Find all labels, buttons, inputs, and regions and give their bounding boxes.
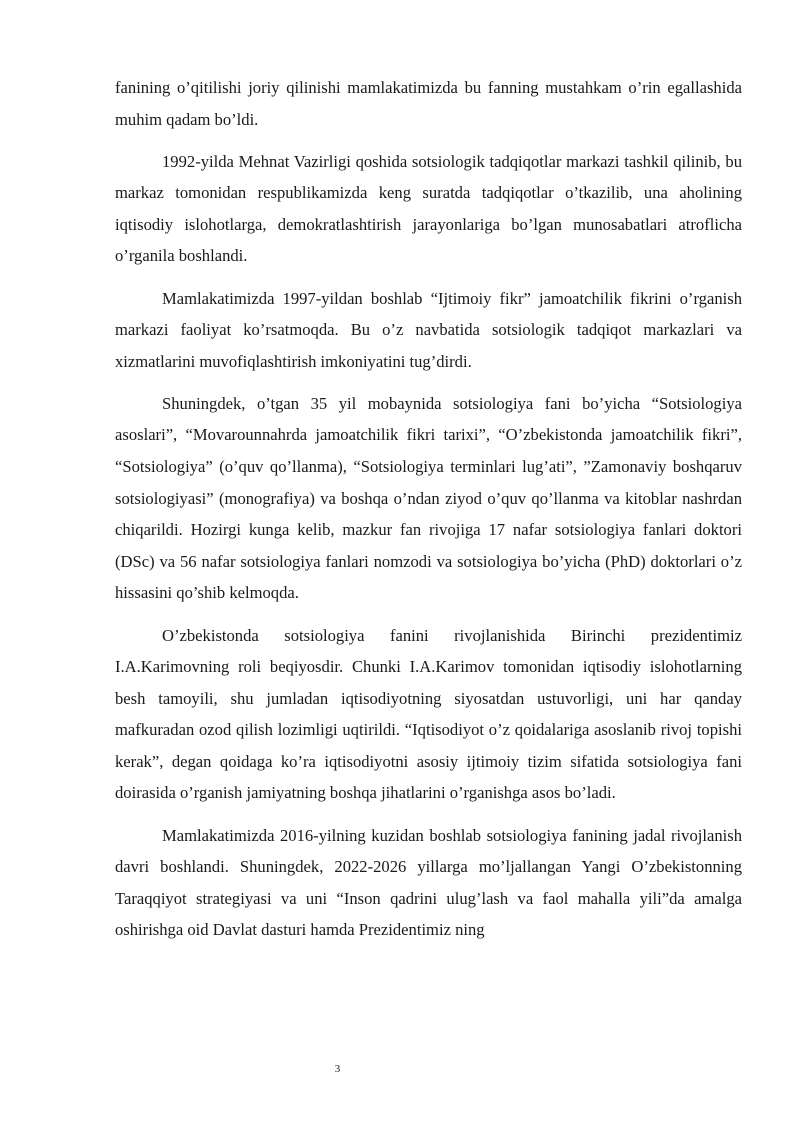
paragraph-2016: Mamlakatimizda 2016-yilning kuzidan boshlab sotsiologiya fanining jadal rivojlanish davri boshlandi. Shuningdek, 2022-2026 yillarga mo’ljallangan Yangi O’zbekistonning Taraqqiyot strategiyasi va uni “Inson qadrini ulug’lash va faol mahalla yili”da amalga oshirishga oid Davlat dasturi hamda Prezidentimiz ning xyxy=(115,825,742,940)
page-number: 3 xyxy=(334,1063,341,1075)
paragraph-1992: 1992-yilda Mehnat Vazirligi qoshida sotsiologik tadqiqotlar markazi tashkil qilinib, bu markaz tomonidan respublikamizda keng suratda tadqiqotlar o’tkazilib, una aholining iqtisodiy islohotlarga, demokratlashtirish jarayonlariga bo’lgan munosabatlari atroflicha o’rganila boshlandi. xyxy=(115,151,742,266)
paragraph-1997: Mamlakatimizda 1997-yildan boshlab “Ijtimoiy fikr” jamoatchilik fikrini o’rganish markazi faoliyat ko’rsatmoqda. Bu o’z navbatida sotsiologik tadqiqot markazlari va xizmatlarini muvofiqlashtirish imkoniyatini tug’dirdi. xyxy=(115,288,742,371)
paragraph-karimov: O’zbekistonda sotsiologiya fanini rivojlanishida Birinchi prezidentimiz I.A.Karimovning roli beqiyosdir. Chunki I.A.Karimov tomonidan iqtisodiy islohotlarning besh tamoyili, shu jumladan iqtisodiyotning siyosatdan ustuvorligi, uni har qanday mafkuradan ozod qilish lozimligi uqtirildi. “Iqtisodiyot o’z qoidalariga asoslanib rivoj topishi kerak”, degan qoidaga ko’ra iqtisodiyotni asosiy ijtimoiy tizim sifatida sotsiologiya fani doirasida o’rganish jamiyatning boshqa jihatlarini o’rganishga asos bo’ladi. xyxy=(115,625,742,803)
paragraph-continuation: fanining o’qitilishi joriy qilinishi mamlakatimizda bu fanning mustahkam o’rin egallashida muhim qadam bo’ldi. xyxy=(115,78,742,129)
paragraph-publications: Shuningdek, o’tgan 35 yil mobaynida sotsiologiya fani bo’yicha “Sotsiologiya asoslari”, “Movarounnahrda jamoatchilik fikri tarixi”, “O’zbekistonda jamoatchilik fikri”, “Sotsiologiya” (o’quv qo’llanma), “Sotsiologiya terminlari lug’ati”, ”Zamonaviy boshqaruv sotsiologiyasi” (monografiya) va boshqa o’ndan ziyod o’quv qo’llanma va kitoblar nashrdan chiqarildi. Hozirgi kunga kelib, mazkur fan rivojiga 17 nafar sotsiologiya fanlari doktori (DSc) va 56 nafar sotsiologiya fanlari nomzodi va sotsiologiya bo’yicha (PhD) doktorlari o’z hissasini qo’shib kelmoqda. xyxy=(115,393,742,603)
document-body xyxy=(115,72,742,956)
